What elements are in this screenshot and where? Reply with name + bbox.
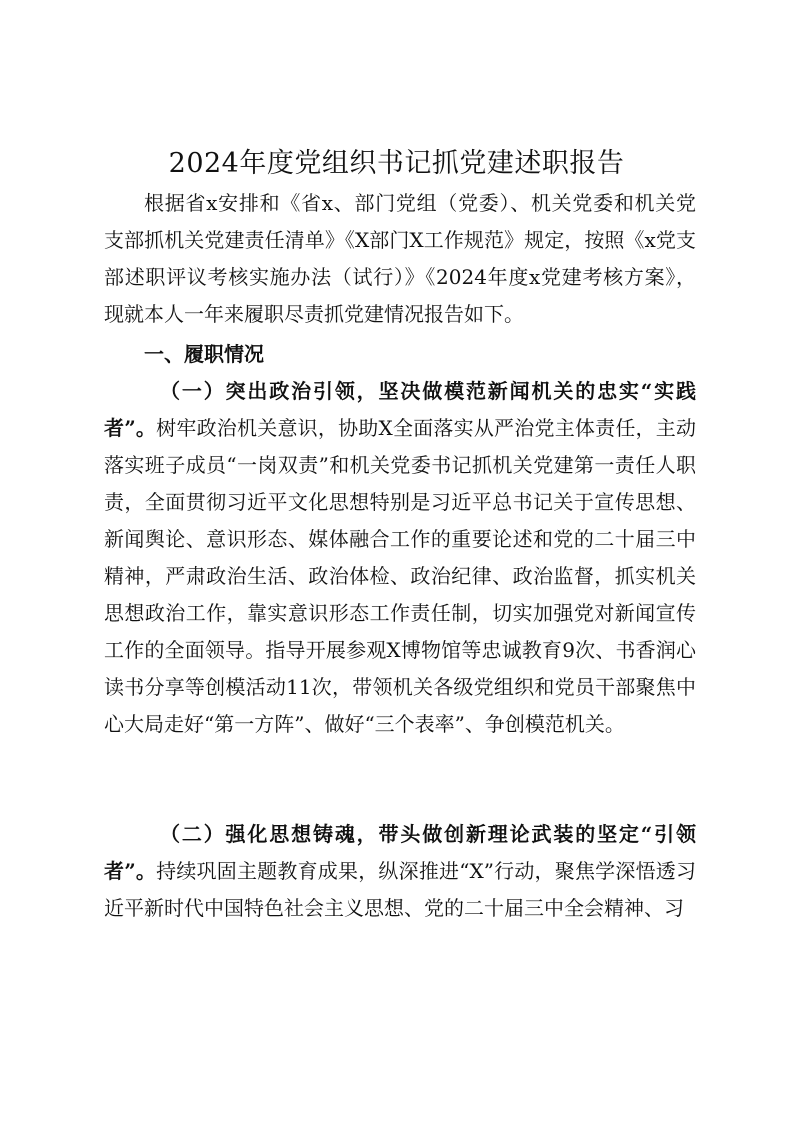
subsection-1-heading: （一）突出政治引领，坚决做模范新闻机关的忠实“实践者”。 (104, 379, 696, 440)
subsection-1-body: 树牢政治机关意识，协助X全面落实从严治党主体责任，主动落实班子成员“一岗双责”和机关党委书记抓机关党建第一责任人职责，全面贯彻习近平文化思想特别是习近平总书记关于宣传思想、新闻舆论、意识形态、媒体融合工作的重要论述和党的二十届三中精神，严肃政治生活、政治体检、政治纪律、政治监督，抓实机关思想政治工作，靠实意识形态工作责任制，切实加强党对新闻宣传工作的全面领导。指导开展参观X博物馆等忠诚教育9次、书香润心读书分享等创模活动11次，带领机关各级党组织和党员干部聚焦中心大局走好“第一方阵”、做好“三个表率”、争创模范机关。 (104, 416, 696, 736)
subsection-2-body: 持续巩固主题教育成果，纵深推进“X”行动，聚焦学深悟透习近平新时代中国特色社会主义思想、党的二十届三中全会精神、习 (104, 859, 696, 920)
document-title: 2024年度党组织书记抓党建述职报告 (168, 148, 625, 179)
subsection-2-heading: （二）强化思想铸魂，带头做创新理论武装的坚定“引领者”。 (104, 822, 696, 883)
subsection-1-paragraph (104, 373, 696, 743)
intro-paragraph: 根据省x安排和《省x、部门党组（党委）、机关党委和机关党支部抓机关党建责任清单》《X部门X工作规范》规定，按照《x党支部述职评议考核实施办法（试行）》《2024年度x党建考核方案》，现就本人一年来履职尽责抓党建情况报告如下。 (104, 191, 696, 326)
subsection-2-paragraph (104, 816, 696, 927)
section-heading-performance: 一、履职情况 (144, 342, 264, 366)
